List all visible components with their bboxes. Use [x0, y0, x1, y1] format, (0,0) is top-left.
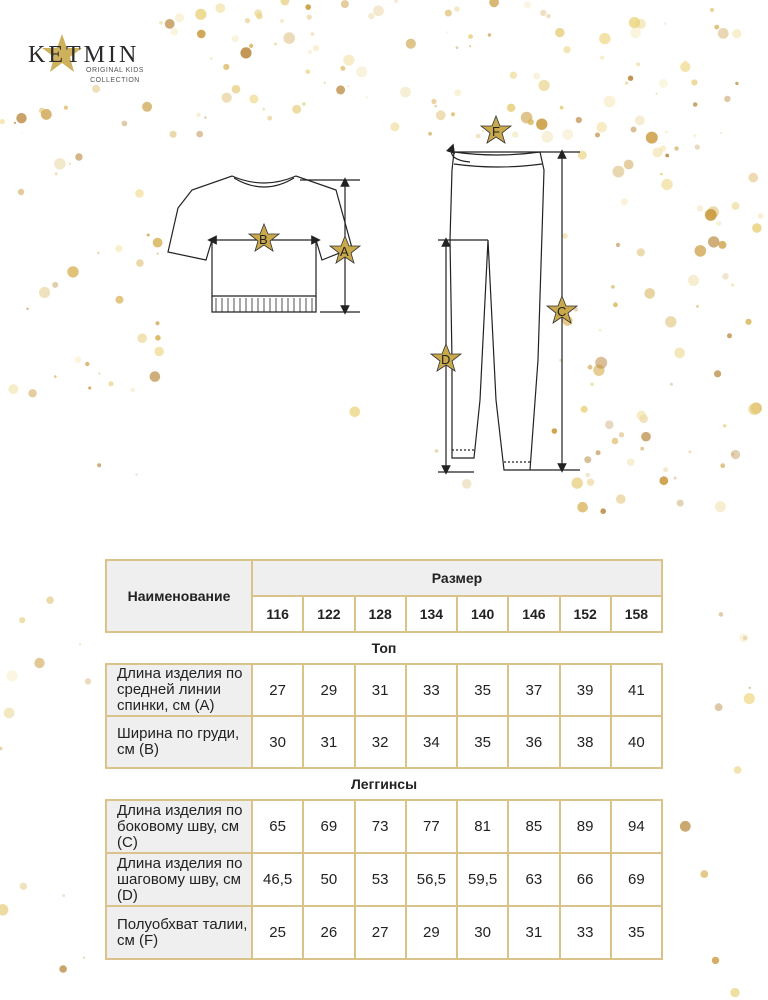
confetti-dot [744, 693, 755, 704]
value-cell: 65 [252, 800, 303, 853]
size-cell: 158 [611, 596, 662, 632]
confetti-dot [734, 766, 742, 774]
value-cell: 94 [611, 800, 662, 853]
brand-name: KETMIN [28, 42, 140, 68]
value-cell: 27 [252, 664, 303, 716]
row-label: Длина изделия по средней линии спинки, см (А) [106, 664, 252, 716]
marker-label-f: F [492, 124, 500, 139]
confetti-dot [83, 957, 85, 959]
size-cell: 152 [560, 596, 611, 632]
brand-subtitle [86, 66, 144, 86]
confetti-dot [730, 988, 739, 997]
confetti-dot [700, 870, 708, 878]
size-cell: 122 [303, 596, 354, 632]
confetti-dot [715, 703, 723, 711]
marker-label-c: C [557, 304, 567, 319]
value-cell: 41 [611, 664, 662, 716]
value-cell: 73 [355, 800, 406, 853]
size-cell: 128 [355, 596, 406, 632]
row-label: Ширина по груди, см (В) [106, 716, 252, 768]
value-cell: 30 [252, 716, 303, 768]
value-cell: 81 [457, 800, 508, 853]
value-cell: 26 [303, 906, 354, 959]
value-cell: 59,5 [457, 853, 508, 906]
value-cell: 56,5 [406, 853, 457, 906]
value-cell: 33 [560, 906, 611, 959]
value-cell: 69 [611, 853, 662, 906]
value-cell: 85 [508, 800, 559, 853]
row-label: Полуобхват талии, см (F) [106, 906, 252, 959]
confetti-dot [34, 658, 44, 668]
confetti-dot [0, 904, 8, 915]
row-label: Длина изделия по боковому шву, см (С) [106, 800, 252, 853]
value-cell: 37 [508, 664, 559, 716]
table-row [106, 800, 662, 853]
confetti-dot [0, 747, 3, 750]
marker-label-d: D [441, 352, 451, 367]
value-cell: 31 [303, 716, 354, 768]
size-cell: 140 [457, 596, 508, 632]
confetti-dot [712, 957, 719, 964]
value-cell: 29 [303, 664, 354, 716]
confetti-dot [46, 596, 54, 604]
value-cell: 35 [457, 716, 508, 768]
table-row [106, 853, 662, 906]
confetti-dot [6, 670, 17, 681]
section-title-row [106, 632, 662, 664]
value-cell: 35 [457, 664, 508, 716]
section-title-leggings: Леггинсы [106, 768, 662, 800]
confetti-dot [743, 636, 747, 640]
value-cell: 27 [355, 906, 406, 959]
value-cell: 53 [355, 853, 406, 906]
size-cell: 134 [406, 596, 457, 632]
table-row [106, 716, 662, 768]
confetti-dot [4, 708, 15, 719]
marker-label-b: B [259, 232, 268, 247]
value-cell: 50 [303, 853, 354, 906]
confetti-dot [59, 965, 67, 973]
confetti-dot [749, 687, 751, 689]
value-cell: 39 [560, 664, 611, 716]
confetti-dot [19, 617, 25, 623]
table-row [106, 664, 662, 716]
table-row [106, 906, 662, 959]
value-cell: 29 [406, 906, 457, 959]
confetti-dot [85, 678, 91, 684]
confetti-dot [79, 643, 81, 645]
value-cell: 77 [406, 800, 457, 853]
name-header: Наименование [106, 560, 252, 632]
size-cell: 116 [252, 596, 303, 632]
value-cell: 30 [457, 906, 508, 959]
value-cell: 40 [611, 716, 662, 768]
brand-subtitle-line2: COLLECTION [90, 77, 140, 84]
value-cell: 33 [406, 664, 457, 716]
confetti-dot [680, 821, 691, 832]
row-label: Длина изделия по шаговому шву, см (D) [106, 853, 252, 906]
marker-star-f [481, 116, 511, 143]
value-cell: 32 [355, 716, 406, 768]
value-cell: 35 [611, 906, 662, 959]
confetti-dot [20, 883, 27, 890]
value-cell: 38 [560, 716, 611, 768]
confetti-dot [62, 894, 65, 897]
value-cell: 25 [252, 906, 303, 959]
size-chart [105, 559, 663, 960]
value-cell: 36 [508, 716, 559, 768]
value-cell: 31 [508, 906, 559, 959]
confetti-dot [719, 612, 724, 617]
value-cell: 89 [560, 800, 611, 853]
section-title-top: Топ [106, 632, 662, 664]
value-cell: 69 [303, 800, 354, 853]
size-table [105, 559, 663, 960]
section-title-row [106, 768, 662, 800]
brand-subtitle-line1: ORIGINAL KIDS [86, 67, 144, 74]
value-cell: 34 [406, 716, 457, 768]
value-cell: 46,5 [252, 853, 303, 906]
marker-label-a: A [340, 244, 349, 259]
size-header: Размер [252, 560, 662, 596]
value-cell: 66 [560, 853, 611, 906]
value-cell: 63 [508, 853, 559, 906]
marker-star-c [547, 296, 577, 323]
size-cell: 146 [508, 596, 559, 632]
value-cell: 31 [355, 664, 406, 716]
